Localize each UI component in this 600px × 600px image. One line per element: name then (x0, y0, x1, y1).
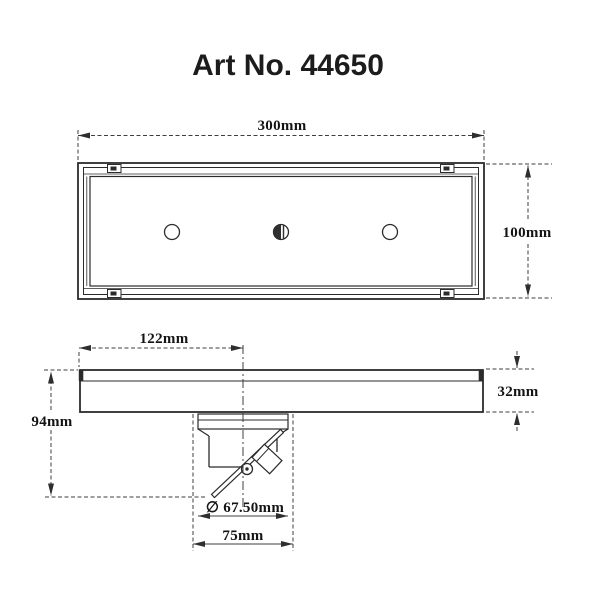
dimension-channel-height-32mm (486, 351, 539, 431)
dimension-label-width: 300mm (257, 118, 307, 134)
side-view (79, 345, 483, 508)
screw-hole-left (165, 225, 180, 240)
dimension-label-offset: 122mm (139, 331, 189, 347)
dimension-depth-94mm (31, 370, 207, 497)
channel-body (80, 370, 483, 412)
top-view (78, 163, 484, 299)
screw-hole-right (383, 225, 398, 240)
dimension-width-300mm (78, 118, 484, 161)
pivot-pin (245, 467, 248, 470)
clip-bottom-right (441, 290, 455, 298)
flange-shoulder-left (198, 429, 209, 436)
dimension-label-diameter: ∅ 67.50mm (205, 500, 285, 516)
clip-top-left (108, 165, 122, 173)
dimension-offset-122mm (79, 331, 243, 367)
dimension-outlet-width-75mm (193, 528, 293, 544)
dimension-height-100mm (486, 164, 552, 298)
dimension-label-height: 100mm (502, 225, 552, 241)
dimension-label-depth: 94mm (31, 414, 73, 430)
screw-hole-center (274, 225, 289, 240)
page-title: Art No. 44650 (192, 49, 384, 82)
rim-end-cap-right (479, 370, 484, 382)
clip-bottom-left (108, 290, 122, 298)
dimension-label-channel-height: 32mm (497, 384, 539, 400)
clip-top-right (441, 165, 455, 173)
dimension-label-outlet-width: 75mm (222, 528, 264, 544)
rim-end-cap-left (79, 370, 84, 382)
